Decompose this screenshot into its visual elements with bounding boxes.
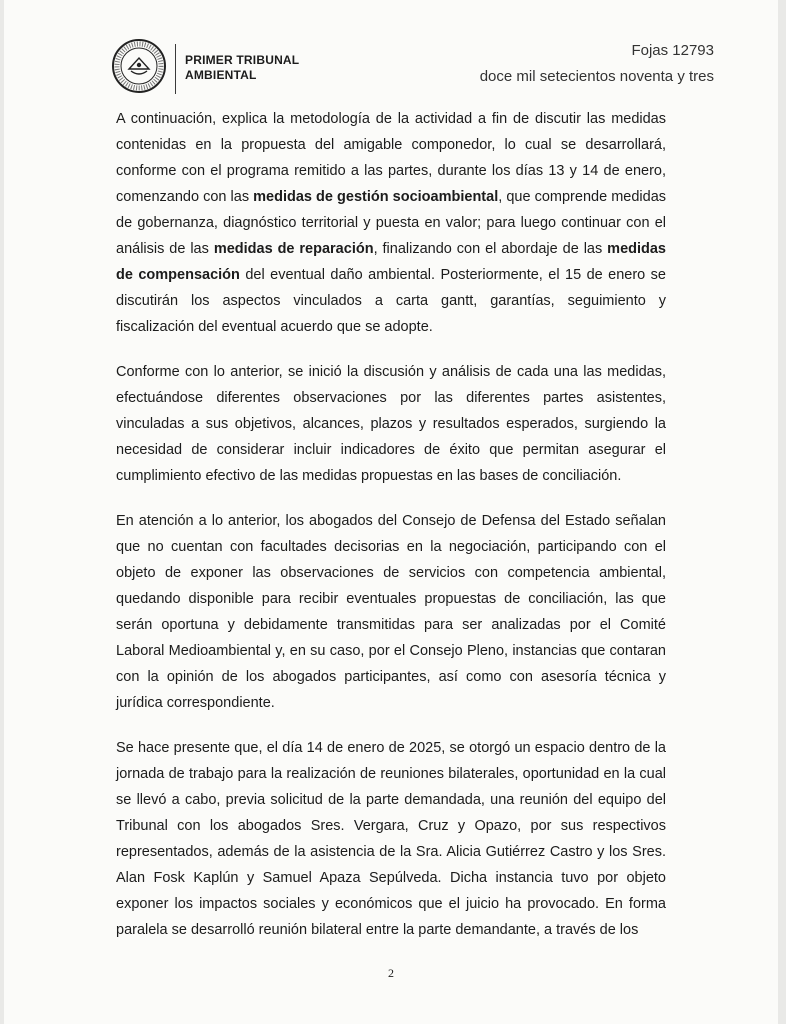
tribunal-seal-logo: [111, 38, 167, 94]
bold-term: medidas de reparación: [213, 241, 374, 257]
bold-term: medidas de compensación: [116, 241, 667, 283]
paragraph-2: Conforme con lo anterior, se inició la discusión y análisis de cada una las medidas, efectuándose diferentes observaciones por las diferentes partes asistentes, vinculadas a sus objetivos, alcances, plazos y resultados esperados, surgiendo la necesidad de considerar incluir indicadores de éxito que permitan asegurar el cumplimiento efectivo de las medidas propuestas en las bases de conciliación.: [116, 364, 666, 484]
fojas-words: doce mil setecientos noventa y tres: [479, 68, 714, 85]
text-run: , finalizando con el abordaje de las: [373, 241, 608, 257]
organization-name: [185, 53, 299, 83]
document-page: [4, 0, 778, 1024]
text-run: , que comprende medidas de gobernanza, diagnóstico territorial y puesta en valor; para luego continuar con el análisis de las: [116, 189, 667, 257]
fojas-number: Fojas 12793: [631, 42, 714, 59]
org-line-1: PRIMER TRIBUNAL: [185, 53, 300, 67]
paragraph-1: [116, 106, 666, 340]
org-line-2: AMBIENTAL: [185, 68, 257, 82]
text-run: del eventual daño ambiental. Posteriormente, el 15 de enero se discutirán los aspectos vinculados a carta gantt, garantías, seguimiento y fiscalización del eventual acuerdo que se adopte.: [116, 267, 667, 335]
header-divider: [175, 44, 176, 94]
folio-stamp: [480, 38, 714, 90]
paragraph-3: En atención a lo anterior, los abogados del Consejo de Defensa del Estado señalan que no cuentan con facultades decisorias en la negociación, participando con el objeto de exponer las observaciones de servicios con competencia ambiental, quedando disponible para recibir eventuales propuestas de conciliación, las que serán oportuna y debidamente transmitidas para ser analizadas por el Comité Laboral Medioambiental y, en su caso, por el Consejo Pleno, instancias que contaran con la opinión de los abogados participantes, así como con asesoría técnica y jurídica correspondiente.: [116, 513, 666, 711]
page-number: 2: [388, 966, 394, 980]
paragraph-4: Se hace presente que, el día 14 de enero de 2025, se otorgó un espacio dentro de la jornada de trabajo para la realización de reuniones bilaterales, oportunidad en la cual se llevó a cabo, previa solicitud de la parte demandada, una reunión del equipo del Tribunal con los abogados Sres. Vergara, Cruz y Opazo, por sus respectivos representados, además de la asistencia de la Sra. Alicia Gutiérrez Castro y los Sres. Alan Fosk Kaplún y Samuel Apaza Sepúlveda. Dicha instancia tuvo por objeto exponer los impactos sociales y económicos que el juicio ha provocado. En forma paralela se desarrolló reunión bilateral entre la parte demandante, a través de los: [116, 740, 666, 938]
bold-term: medidas de gestión socioambiental: [253, 189, 499, 205]
document-body: [116, 106, 666, 962]
text-run: A continuación, explica la metodología de la actividad a fin de discutir las medidas contenidas en la propuesta del amigable componedor, lo cual se desarrollará, conforme con el programa remitido a las partes, durante los días 13 y 14 de enero, comenzando con las: [116, 111, 666, 205]
